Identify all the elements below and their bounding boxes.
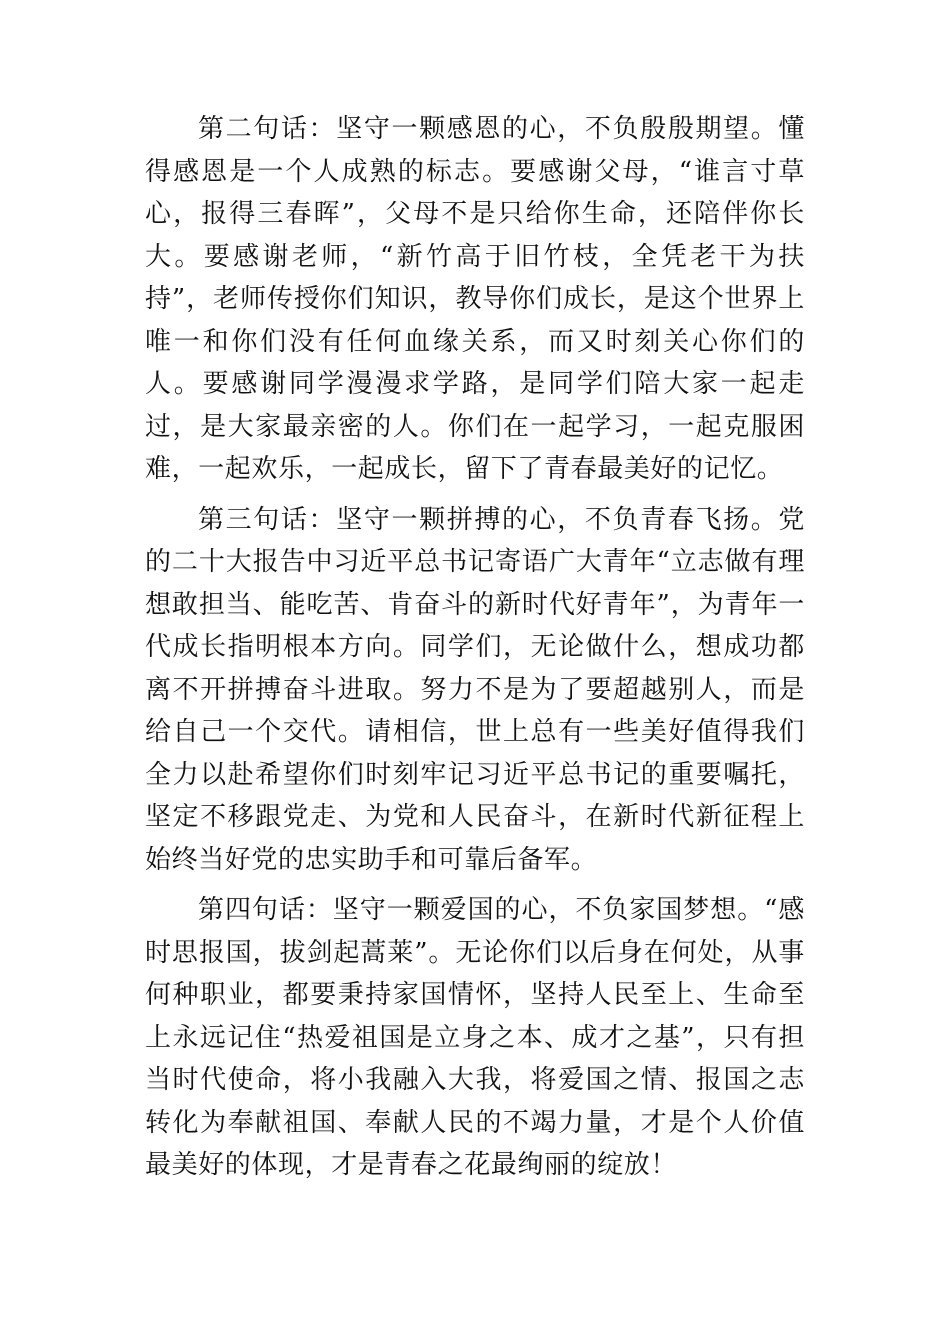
paragraph-patriotism: 第四句话：坚守一颗爱国的心，不负家国梦想。“感时思报国，拔剑起蒿莱”。无论你们以后身在何处，从事何种职业，都要秉持家国情怀，坚持人民至上、生命至上永远记住“热爱祖国是立身之本、成才之基”，只有担当时代使命，将小我融入大我，将爱国之情、报国之志转化为奉献祖国、奉献人民的不竭力量，才是个人价值最美好的体现，才是青春之花最绚丽的绽放！ — [145, 895, 805, 1180]
paragraph-gratitude: 第二句话：坚守一颗感恩的心，不负殷殷期望。懂得感恩是一个人成熟的标志。要感谢父母，“谁言寸草心，报得三春晖”，父母不是只给你生命，还陪伴你长大。要感谢老师，“新竹高于旧竹枝，全凭老干为扶持”，老师传授你们知识，教导你们成长，是这个世界上唯一和你们没有任何血缘关系，而又时刻关心你们的人。要感谢同学漫漫求学路，是同学们陪大家一起走过，是大家最亲密的人。你们在一起学习，一起克服困难，一起欢乐，一起成长，留下了青春最美好的记忆。 — [145, 114, 805, 484]
paragraph-striving: 第三句话：坚守一颗拼搏的心，不负青春飞扬。党的二十大报告中习近平总书记寄语广大青年“立志做有理想敢担当、能吃苦、肯奋斗的新时代好青年”，为青年一代成长指明根本方向。同学们，无论做什么，想成功都离不开拼搏奋斗进取。努力不是为了要超越别人，而是给自己一个交代。请相信，世上总有一些美好值得我们全力以赴希望你们时刻牢记习近平总书记的重要嘱托，坚定不移跟党走、为党和人民奋斗，在新时代新征程上始终当好党的忠实助手和可靠后备军。 — [145, 504, 805, 875]
document-body — [145, 108, 805, 1187]
